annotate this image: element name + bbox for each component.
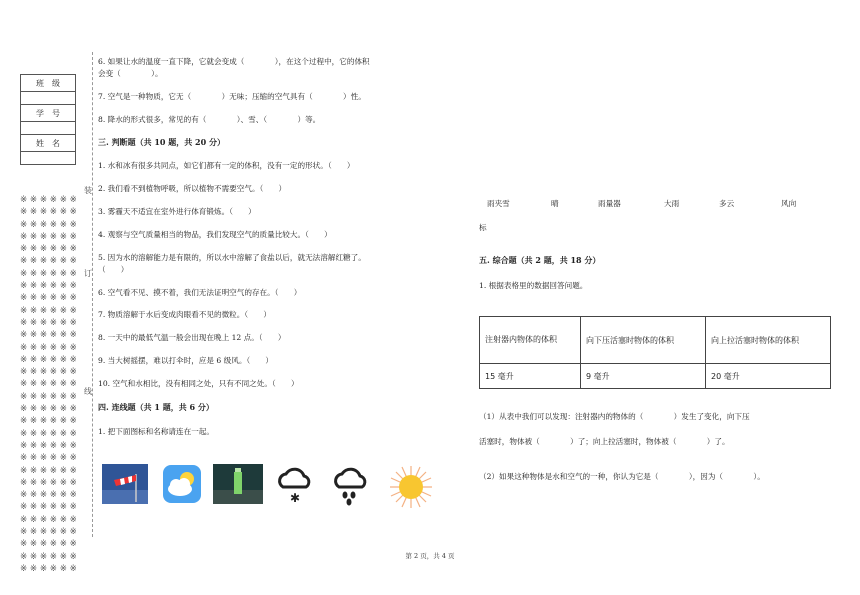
label-wind-vane: 风向	[781, 199, 797, 208]
snow-icon	[274, 464, 320, 504]
sub-question-1b: 活塞时，物体被（ ）了；向上拉活塞时，物体被（ ）了。	[479, 437, 730, 446]
table-cell-press: 9 毫升	[581, 364, 706, 389]
class-blank	[21, 92, 76, 105]
table-cell-initial: 15 毫升	[480, 364, 581, 389]
cloudy-icon	[162, 464, 208, 504]
table-header-pull: 向上拉活塞时物体的体积	[706, 317, 831, 364]
student-number-blank	[21, 122, 76, 135]
margin-char-ding: 订	[84, 269, 92, 278]
svg-text:✱: ✱	[290, 491, 301, 505]
label-rain-gauge: 雨量器	[598, 199, 621, 208]
link-question: 1. 把下面图标和名称请连在一起。	[98, 427, 214, 436]
student-info-table	[20, 74, 76, 165]
name-blank	[21, 152, 76, 165]
label-cloudy: 多云	[719, 199, 735, 208]
section-4-heading: 四. 连线题（共 1 题，共 6 分）	[98, 402, 214, 412]
sun-icon	[386, 464, 432, 504]
student-number-label: 学 号	[21, 105, 76, 122]
windsock-icon	[102, 464, 148, 504]
judge-3: 3. 雾霾天不适宜在室外进行体育锻炼。（ ）	[98, 207, 256, 216]
judge-7: 7. 物质溶解于水后变成肉眼看不见的微粒。（ ）	[98, 310, 271, 319]
margin-char-zhuang: 装	[84, 186, 92, 195]
comprehensive-question-1: 1. 根据表格里的数据回答问题。	[479, 281, 588, 290]
question-6-cont: 会变（ ）。	[98, 69, 163, 78]
judge-1: 1. 水和冰有很多共同点，如它们都有一定的体积，没有一定的形状。（ ）	[98, 161, 355, 170]
question-8: 8. 降水的形式很多，常见的有（ ）、雪、（ ）等。	[98, 115, 321, 124]
section-3-heading: 三. 判断题（共 10 题，共 20 分）	[98, 137, 225, 147]
sub-question-1a: （1）从表中我们可以发现：注射器内的物体的（ ）发生了变化，向下压	[479, 412, 750, 421]
rain-gauge-icon	[213, 464, 259, 504]
class-label: 班 级	[21, 75, 76, 92]
sub-question-2: （2）如果这种物体是水和空气的一种，你认为它是（ ），因为（ ）。	[479, 472, 765, 481]
judge-5-cont: （ ）	[98, 265, 129, 274]
margin-char-xian: 线	[84, 387, 92, 396]
judge-8: 8. 一天中的最低气温一般会出现在晚上 12 点。（ ）	[98, 333, 286, 342]
label-heavy-rain: 大雨	[664, 199, 680, 208]
table-header-initial: 注射器内物体的体积	[480, 317, 581, 364]
label-wind-vane-cont: 标	[479, 223, 487, 232]
judge-5: 5. 因为水的溶解能力是有限的，所以水中溶解了食盐以后，就无法溶解红糖了。	[98, 253, 366, 262]
page-footer: 第 2 页，共 4 页	[405, 552, 455, 560]
question-6: 6. 如果让水的温度一直下降，它就会变成（ ），在这个过程中，它的体积	[98, 57, 370, 66]
name-label: 姓 名	[21, 135, 76, 152]
table-header-press: 向下压活塞时物体的体积	[581, 317, 706, 364]
judge-4: 4. 观察与空气质量相当的物品，我们发现空气的质量比较大。（ ）	[98, 230, 332, 239]
judge-9: 9. 当大树摇摆，难以打伞时，应是 6 级风。（ ）	[98, 356, 273, 365]
label-sleet: 雨夹雪	[487, 199, 510, 208]
volume-table	[479, 316, 831, 389]
table-cell-pull: 20 毫升	[706, 364, 831, 389]
section-5-heading: 五. 综合题（共 2 题，共 18 分）	[479, 255, 601, 265]
judge-6: 6. 空气看不见、摸不着，我们无法证明空气的存在。（ ）	[98, 288, 302, 297]
rain-icon	[330, 464, 376, 504]
label-sunny: 晴	[551, 199, 559, 208]
binding-line	[92, 52, 93, 537]
judge-10: 10. 空气和水相比，没有相同之处，只有不同之处。（ ）	[98, 379, 299, 388]
judge-2: 2. 我们看不到植物呼吸，所以植物不需要空气。（ ）	[98, 184, 287, 193]
margin-pattern: ※ ※ ※ ※ ※ ※ ※ ※ ※ ※ ※ ※ ※ ※ ※ ※ ※ ※ ※ ※ ※ ※ ※ ※ ※ ※ ※ ※ ※ ※ ※ ※ ※ ※ ※ ※ ※ ※ ※ ※ ※ ※ ※ ※ ※ ※ ※ ※ ※ ※ ※ ※ ※ ※ ※ ※ ※ ※ ※ ※ ※ ※ ※ ※ ※ ※ ※ ※ ※ ※ ※ ※ ※ ※ ※ ※ ※ ※ ※ ※ ※ ※ ※ ※ ※ ※ ※ ※ ※ ※ ※ ※ ※ ※ ※ ※ ※ ※ ※ ※ ※ ※ ※ ※ ※ ※ ※ ※ ※ ※ ※ ※ ※ ※ ※ ※ ※ ※ ※ ※ ※ ※ ※ ※ ※ ※ ※ ※ ※ ※ ※ ※ ※ ※ ※ ※ ※ ※ ※ ※ ※ ※ ※ ※ ※ ※ ※ ※ ※ ※ ※ ※ ※ ※ ※ ※ ※ ※ ※ ※ ※ ※ ※ ※ ※ ※ ※ ※ ※ ※ ※ ※ ※ ※ ※ ※ ※ ※ ※ ※ ※ ※ ※ ※ ※ ※	[20, 195, 77, 574]
question-7: 7. 空气是一种物质，它无（ ）无味；压缩的空气具有（ ）性。	[98, 92, 366, 101]
